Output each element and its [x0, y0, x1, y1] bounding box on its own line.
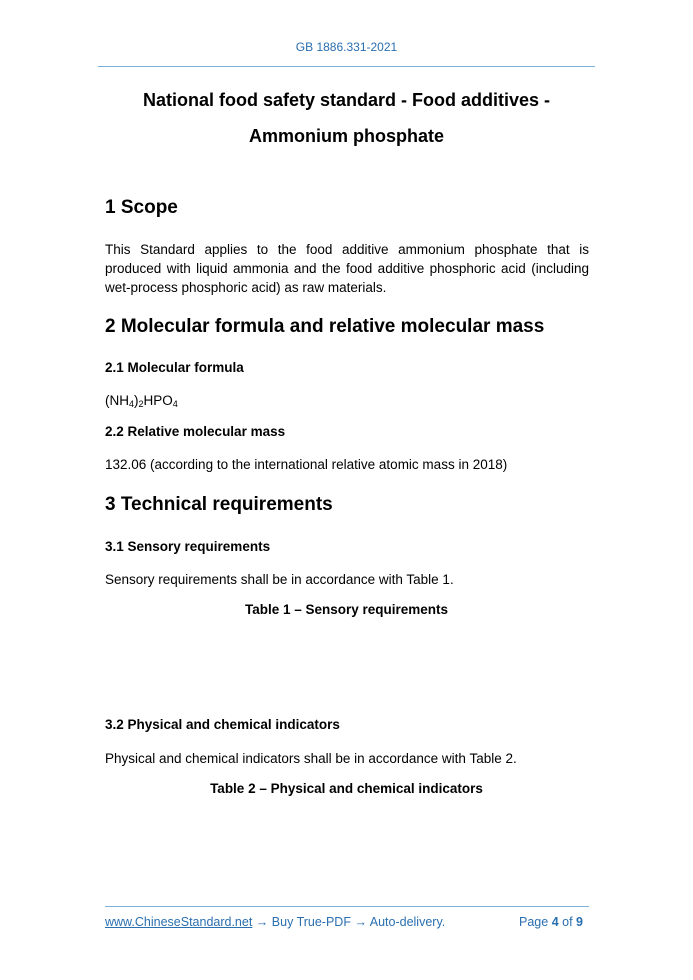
section-heading-technical: 3 Technical requirements [105, 494, 333, 515]
website-link[interactable]: www.ChineseStandard.net [105, 915, 253, 929]
physical-text: Physical and chemical indicators shall be in accordance with Table 2. [105, 751, 517, 766]
footer [105, 915, 589, 929]
total-pages: 9 [576, 915, 583, 929]
molecular-mass-text: 132.06 (according to the international relative atomic mass in 2018) [105, 457, 508, 472]
subsection-heading-sensory: 3.1 Sensory requirements [105, 539, 271, 554]
page-label: Page [519, 915, 549, 929]
document-title-line2: Ammonium phosphate [248, 126, 444, 146]
document-title-line1: National food safety standard - Food additives - [142, 90, 551, 110]
table1-caption: Table 1 – Sensory requirements [244, 602, 449, 617]
section-heading-scope: 1 Scope [105, 197, 178, 218]
table2-caption: Table 2 – Physical and chemical indicators [210, 781, 483, 796]
header-divider [98, 66, 595, 67]
footer-divider [105, 906, 589, 907]
page-indicator [519, 915, 583, 929]
of-label: of [562, 915, 573, 929]
subsection-heading-formula: 2.1 Molecular formula [105, 360, 244, 375]
arrow-icon: → [255, 915, 269, 929]
subsection-heading-mass: 2.2 Relative molecular mass [105, 424, 286, 439]
delivery-text: Auto-delivery. [369, 915, 446, 929]
scope-paragraph: This Standard applies to the food additive ammonium phosphate that is produced with liquid ammonia and the food additive phosphoric acid (including wet-process phosphoric acid) as raw materials. [105, 242, 589, 295]
sensory-text: Sensory requirements shall be in accordance with Table 1. [105, 572, 454, 587]
arrow-icon: → [354, 915, 367, 929]
section-heading-molecular: 2 Molecular formula and relative molecular mass [105, 316, 545, 337]
document-id: GB 1886.331-2021 [295, 40, 398, 54]
buy-pdf-text: Buy True-PDF [271, 915, 351, 929]
molecular-formula: $(NH_4)_2HPO_4$ [105, 393, 178, 409]
subsection-heading-physical: 3.2 Physical and chemical indicators [105, 717, 340, 732]
page-number: 4 [551, 915, 559, 929]
